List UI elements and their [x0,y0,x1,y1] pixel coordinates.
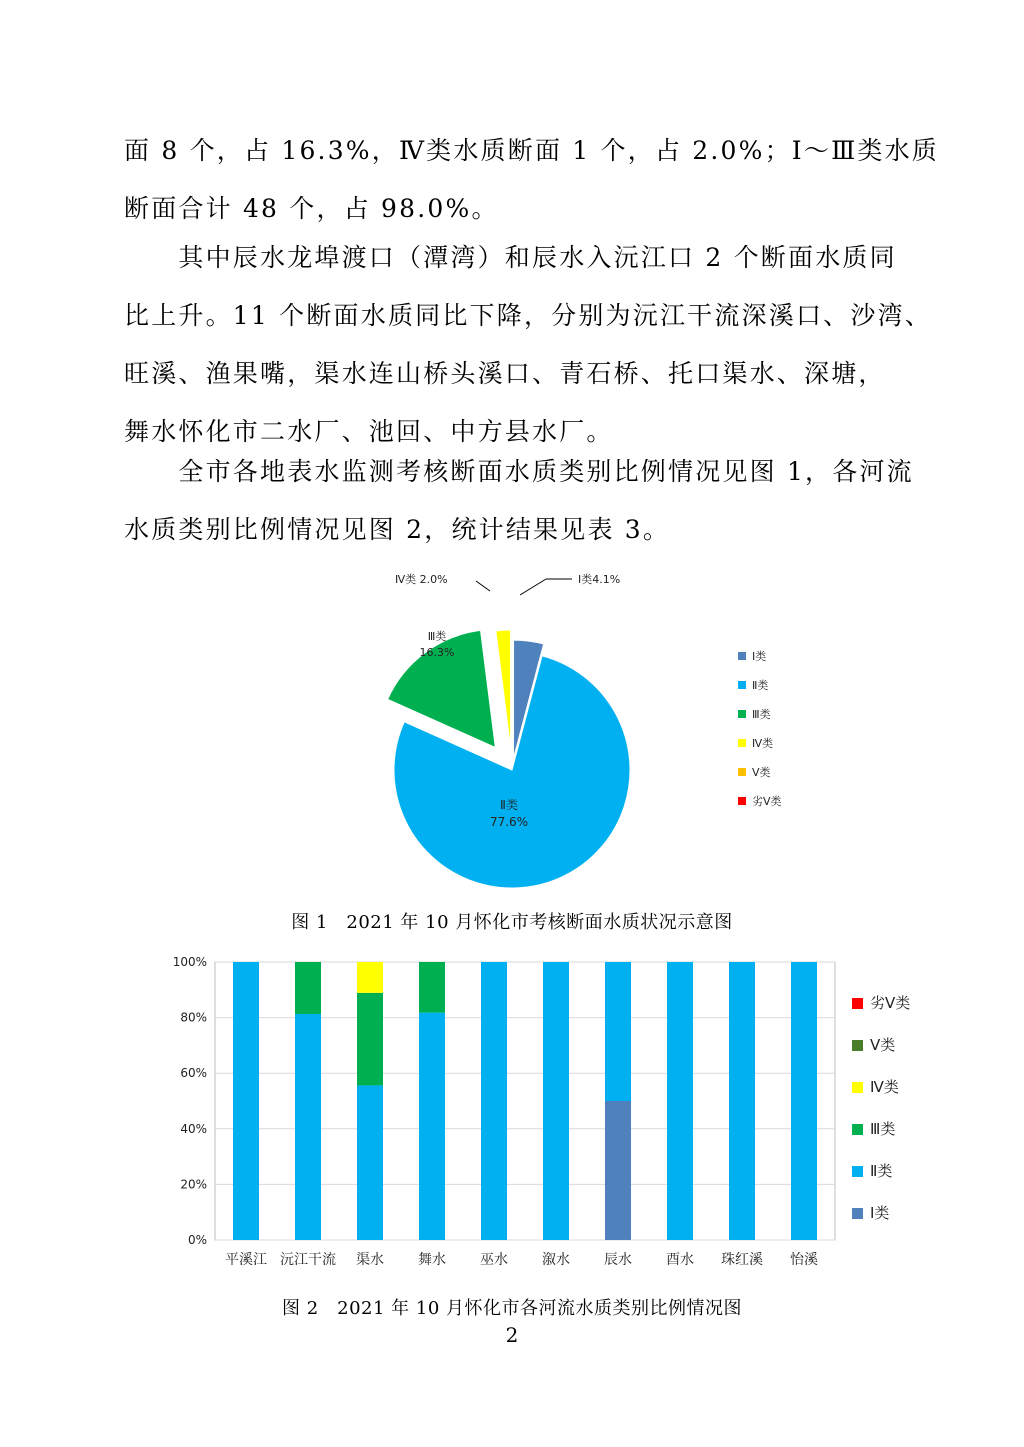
bar-segment [233,962,259,1240]
pie-legend-label-3: Ⅲ类 [752,708,771,721]
bar-xtick-label: 怡溪 [790,1252,818,1268]
bar-legend-label: Ⅳ类 [870,1078,899,1096]
bar-legend-swatch [852,1082,863,1093]
pie-legend-label-1: Ⅰ类 [752,650,767,663]
bar-segment [791,962,817,1240]
bar-legend-label: Ⅴ类 [870,1036,896,1054]
bar-ytick-label: 60% [180,1066,207,1081]
bar-segment [357,1085,383,1240]
bar-legend-swatch [852,1166,863,1177]
pie-label-c1: Ⅰ类4.1% [578,573,621,586]
paragraph-1 [124,122,939,238]
pie-legend-swatch-3 [738,710,746,718]
pie-legend-swatch-5 [738,768,746,776]
bar-segment [481,962,507,1240]
pie-label-c3-name: Ⅲ类 [427,630,447,643]
page-number: 2 [505,1323,519,1347]
bar-xtick-label: 酉水 [666,1252,694,1268]
pie-legend-swatch-6 [738,797,746,805]
bar-xtick-label: 渠水 [356,1252,384,1268]
bar-legend-swatch [852,1208,863,1219]
bar-xtick-label: 舞水 [418,1252,446,1268]
bar-legend-label: Ⅰ类 [870,1204,890,1222]
bar-ytick-label: 40% [180,1121,207,1136]
paragraph-3 [124,443,914,559]
bar-legend-swatch [852,1040,863,1051]
pie-label-c3-value: 16.3% [419,646,455,659]
paragraph-2-line-4: 舞水怀化市二水厂、池回、中方县水厂。 [124,417,614,446]
bar-segment [357,962,383,993]
stacked-bar-chart [0,945,1024,1285]
pie-chart [0,565,1024,895]
leader-line-c4 [476,581,490,591]
bar-segment [543,962,569,1240]
bar-xtick-label: 巫水 [480,1252,508,1268]
bar-ytick-label: 20% [180,1177,207,1192]
bar-ytick-label: 0% [187,1233,207,1247]
pie-label-c2-name: Ⅱ类 [500,798,518,812]
paragraph-1-line-2: 断面合计 48 个，占 98.0%。 [124,194,499,223]
bar-legend-label: Ⅱ类 [870,1162,893,1180]
bar-segment [729,962,755,1240]
paragraph-2 [124,229,932,461]
bar-segment [357,993,383,1086]
pie-legend-swatch-1 [738,652,746,660]
bar-segment [605,1101,631,1240]
paragraph-1-line-1: 面 8 个，占 16.3%，Ⅳ类水质断面 1 个，占 2.0%；Ⅰ～Ⅲ类水质 [124,136,939,165]
bar-xtick-label: 珠红溪 [721,1252,763,1268]
pie-legend-swatch-2 [738,681,746,689]
paragraph-3-line-2: 水质类别比例情况见图 2，统计结果见表 3。 [124,515,671,544]
bar-xtick-label: 溆水 [542,1252,570,1268]
bar-legend-label: 劣Ⅴ类 [870,994,911,1012]
figure-1-caption: 图 1 2021 年 10 月怀化市考核断面水质状况示意图 [291,912,733,933]
leader-line-c1 [520,579,546,595]
pie-label-c4: Ⅳ类 2.0% [395,573,448,586]
pie-legend-label-4: Ⅳ类 [752,737,774,750]
paragraph-2-line-3: 旺溪、渔果嘴，渠水连山桥头溪口、青石桥、托口渠水、深塘， [124,359,886,388]
bar-segment [419,962,445,1013]
bar-segment [419,1013,445,1240]
paragraph-2-line-1: 其中辰水龙埠渡口（潭湾）和辰水入沅江口 2 个断面水质同 [124,243,897,272]
figure-2-caption: 图 2 2021 年 10 月怀化市各河流水质类别比例情况图 [281,1298,743,1319]
pie-legend-label-5: Ⅴ类 [752,766,771,779]
pie-legend-swatch-4 [738,739,746,747]
bar-xtick-label: 沅江干流 [280,1252,336,1268]
bar-legend-label: Ⅲ类 [870,1120,896,1138]
paragraph-2-line-2: 比上升。11 个断面水质同比下降，分别为沅江干流深溪口、沙湾、 [124,301,932,330]
bar-segment [295,1014,321,1240]
bar-segment [295,962,321,1014]
pie-legend-label-6: 劣Ⅴ类 [752,795,782,808]
bar-ytick-label: 80% [180,1010,207,1025]
bar-xtick-label: 平溪江 [225,1252,267,1268]
bar-segment [605,962,631,1101]
bar-xtick-label: 辰水 [604,1252,632,1268]
pie-slice-4 [496,630,511,748]
bar-legend-swatch [852,998,863,1009]
pie-legend-label-2: Ⅱ类 [752,679,769,692]
bar-ytick-label: 100% [172,955,207,969]
bar-legend-swatch [852,1124,863,1135]
pie-label-c2-value: 77.6% [489,815,529,829]
bar-segment [667,962,693,1240]
paragraph-3-line-1: 全市各地表水监测考核断面水质类别比例情况见图 1，各河流 [124,457,914,486]
